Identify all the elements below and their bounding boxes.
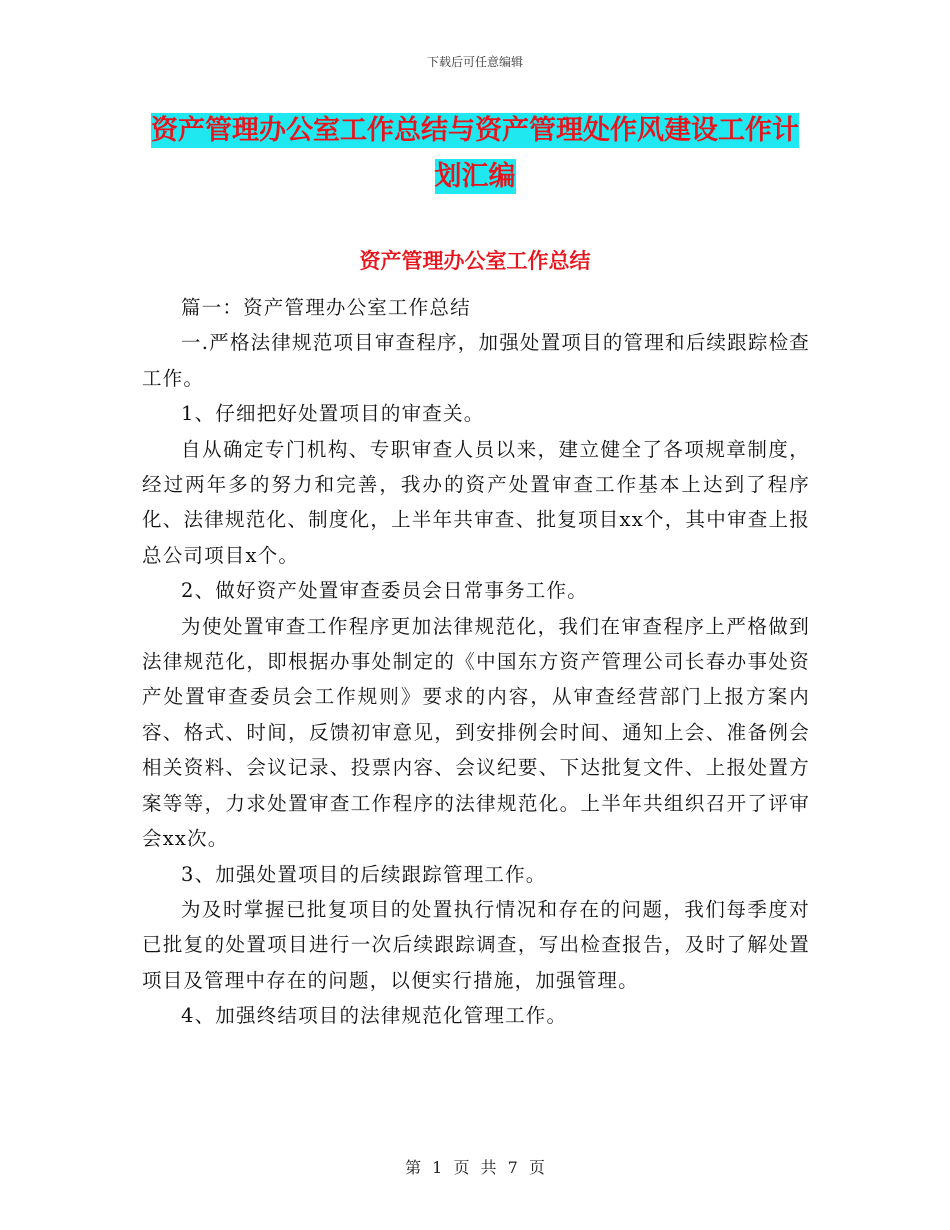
paragraph: 3、加强处置项目的后续跟踪管理工作。 xyxy=(181,862,547,886)
section-title: 资产管理办公室工作总结 xyxy=(359,249,591,273)
paragraph: 为使处置审查工作程序更加法律规范化，我们在审查程序上严格做到法律规范化，即根据办事处制定的《中国东方资产管理公司长春办事处资产处置审查委员会工作规则》要求的内容，从审查经营部门上报方案内容、格式、时间，反馈初审意见，到安排例会时间、通知上会、准备例会相关资料、会议记录、投票内容、会议纪要、下达批复文件、上报处置方案等等，力求处置审查工作程序的法律规范化。上半年共组织召开了评审会xx次。 xyxy=(142,614,810,851)
paragraph: 1、仔细把好处置项目的审查关。 xyxy=(181,402,485,426)
paragraph: 2、做好资产处置审查委员会日常事务工作。 xyxy=(181,579,588,603)
header-note: 下载后可任意编辑 xyxy=(426,55,523,69)
document-body xyxy=(142,290,810,1034)
paragraph: 为及时掌握已批复项目的处置执行情况和存在的问题，我们每季度对已批复的处置项目进行一次后续跟踪调查，写出检查报告，及时了解处置项目及管理中存在的问题，以便实行措施，加强管理。 xyxy=(142,897,810,992)
paragraph: 4、加强终结项目的法律规范化管理工作。 xyxy=(181,1004,568,1028)
page-footer: 第 1 页 共 7 页 xyxy=(405,1158,545,1177)
document-title-text: 资产管理办公室工作总结与资产管理处作风建设工作计划汇编 xyxy=(151,115,799,192)
paragraph: 一.严格法律规范项目审查程序，加强处置项目的管理和后续跟踪检查工作。 xyxy=(142,331,810,390)
document-title xyxy=(140,108,810,200)
paragraph: 篇一：资产管理办公室工作总结 xyxy=(181,296,471,319)
paragraph: 自从确定专门机构、专职审查人员以来，建立健全了各项规章制度，经过两年多的努力和完善，我办的资产处置审查工作基本上达到了程序化、法律规范化、制度化，上半年共审查、批复项目xx个，其中审查上报总公司项目x个。 xyxy=(142,437,810,567)
